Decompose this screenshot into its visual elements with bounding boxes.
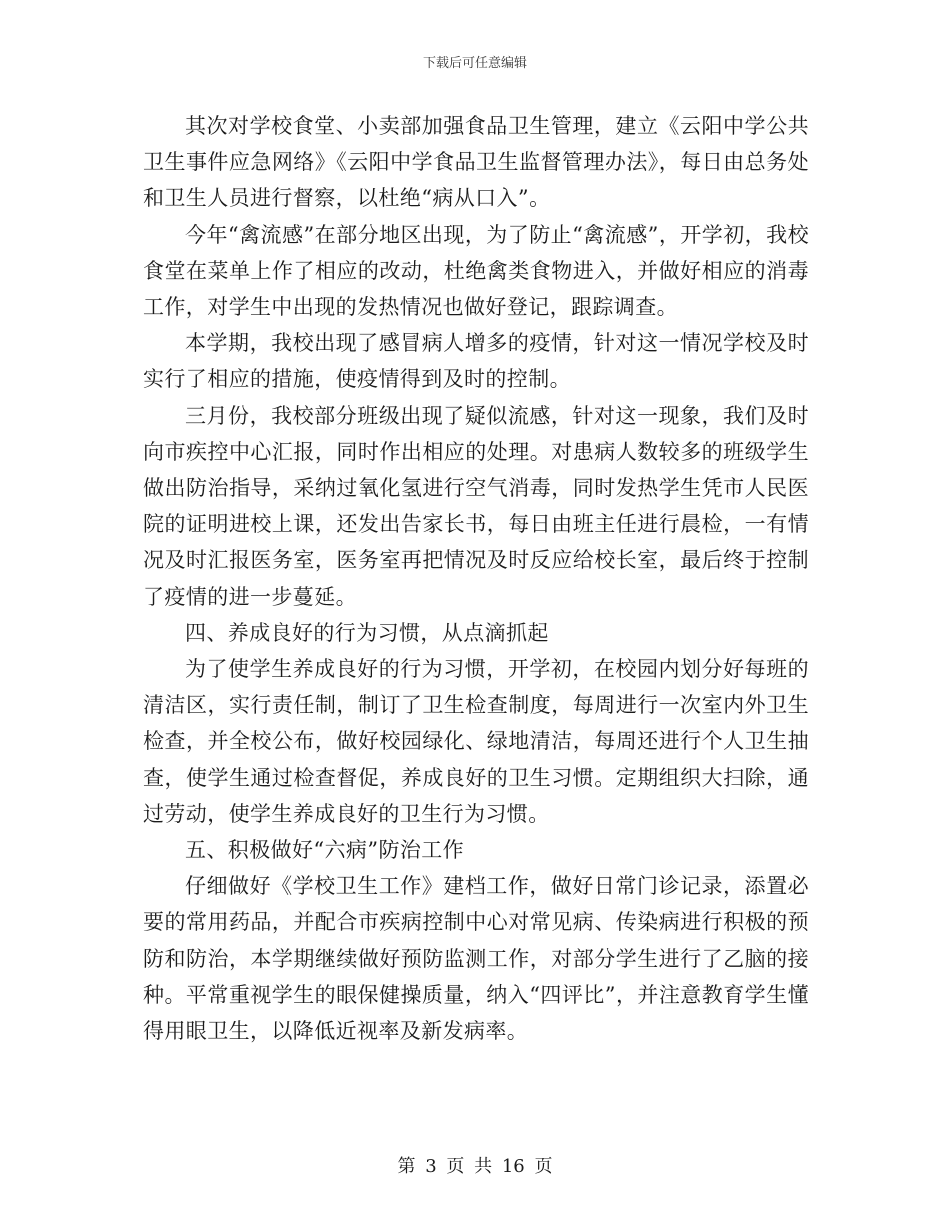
paragraph-cold-outbreak: 本学期，我校出现了感冒病人增多的疫情，针对这一情况学校及时实行了相应的措施，使疫情得到及时的控制。 [143, 331, 809, 392]
paragraph-march-flu: 三月份，我校部分班级出现了疑似流感，针对这一现象，我们及时向市疾控中心汇报，同时作出相应的处理。对患病人数较多的班级学生做出防治指导，采纳过氧化氢进行空气消毒，同时发热学生凭市人民医院的证明进校上课，还发出告家长书，每日由班主任进行晨检，一有情况及时汇报医务室，医务室再把情况及时反应给校长室，最后终于控制了疫情的进一步蔓延。 [143, 403, 809, 609]
paragraph-habits: 为了使学生养成良好的行为习惯，开学初，在校园内划分好每班的清洁区，实行责任制，制订了卫生检查制度，每周进行一次室内外卫生检查，并全校公布，做好校园绿化、绿地清洁，每周还进行个人卫生抽查，使学生通过检查督促，养成良好的卫生习惯。定期组织大扫除，通过劳动，使学生养成良好的卫生行为习惯。 [143, 657, 809, 826]
header-note: 下载后可任意编辑 [422, 56, 527, 71]
section-heading-six-diseases: 五、积极做好“六病”防治工作 [185, 838, 465, 863]
section-heading-habits: 四、养成良好的行为习惯，从点滴抓起 [185, 620, 549, 645]
paragraph-bird-flu: 今年“禽流感”在部分地区出现，为了防止“禽流感”，开学初，我校食堂在菜单上作了相应的改动，杜绝禽类食物进入，并做好相应的消毒工作，对学生中出现的发热情况也做好登记，跟踪调查。 [143, 222, 809, 320]
page-number-footer: 第 3 页 共 16 页 [397, 1156, 553, 1177]
paragraph-canteen-hygiene: 其次对学校食堂、小卖部加强食品卫生管理，建立《云阳中学公共卫生事件应急网络》《云阳中学食品卫生监督管理办法》，每日由总务处和卫生人员进行督察，以杜绝“病从口入”。 [143, 114, 809, 211]
paragraph-six-diseases: 仔细做好《学校卫生工作》建档工作，做好日常门诊记录，添置必要的常用药品，并配合市疾病控制中心对常见病、传染病进行积极的预防和防治，本学期继续做好预防监测工作，对部分学生进行了乙脑的接种。平常重视学生的眼保健操质量，纳入“四评比”，并注意教育学生懂得用眼卫生，以降低近视率及新发病率。 [143, 874, 809, 1044]
body-content [143, 108, 809, 1049]
